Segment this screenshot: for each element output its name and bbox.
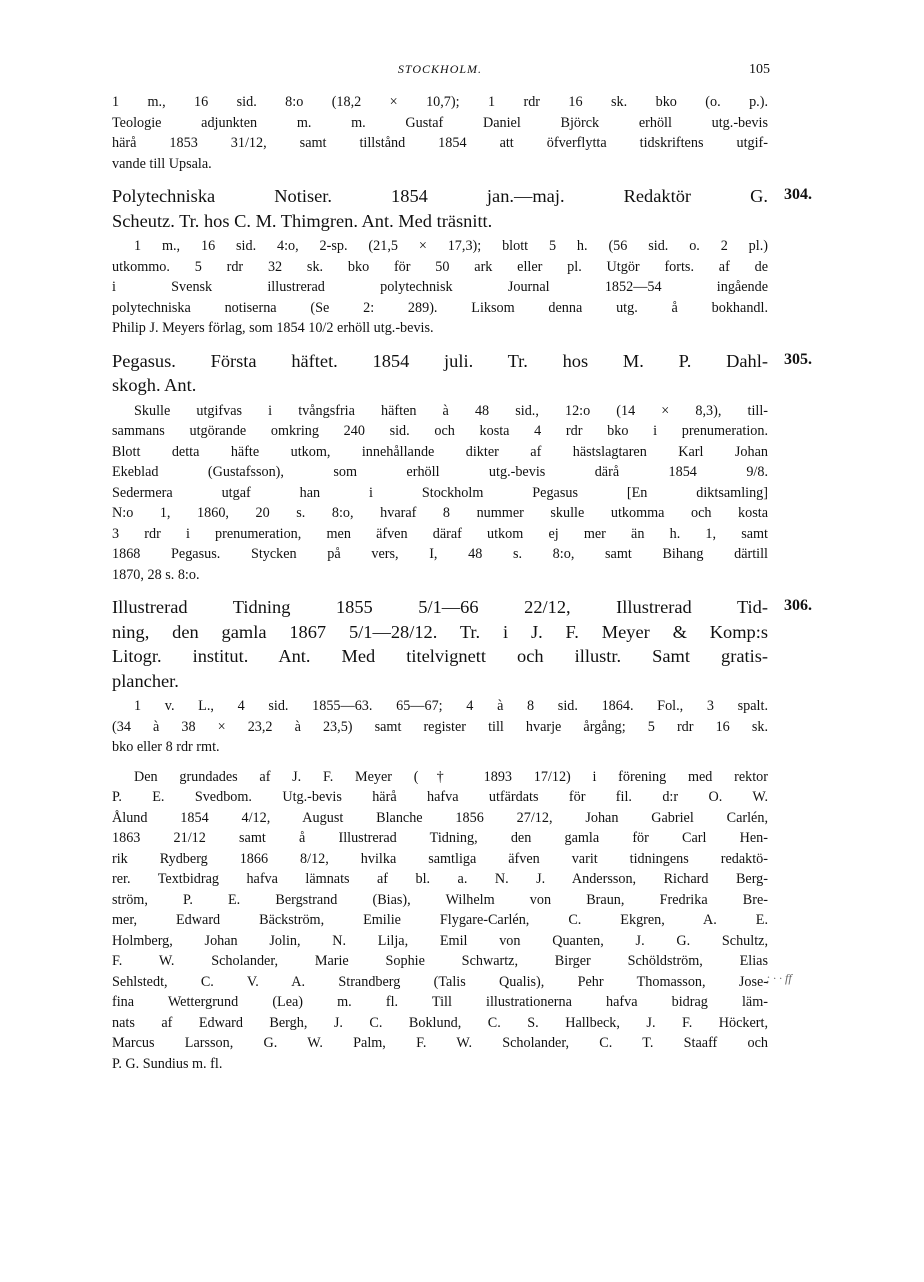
text-line: mer, Edward Bäckström, Emilie Flygare-Carlén, C. Ekgren, A. E. [112,912,768,928]
text-line: ning, den gamla 1867 5/1—28/12. Tr. i J. F. Meyer & Komp:s [112,621,768,642]
text-line: skogh. Ant. [112,375,197,395]
text-line: plancher. [112,670,179,691]
text-line: 3 rdr i prenumeration, men äfven däraf utkom ej mer än h. 1, samt [112,525,768,542]
text-line: Sedermera utgaf han i Stockholm Pegasus [En diktsamling] [112,484,768,501]
paragraph-e306-notes [112,696,768,758]
entry-e306 [112,595,812,693]
text-line: 1868 Pegasus. Stycken på vers, I, 48 s. 8:o, samt Bihang därtill [112,546,768,562]
text-line: 1 m., 16 sid. 4:o, 2-sp. (21,5 × 17,3); blott 5 h. (56 sid. o. 2 pl.) [134,238,768,254]
paragraph-e305-notes [112,401,768,586]
text-line: Polytechniska Notiser. 1854 jan.—maj. Redaktör G. [112,186,768,206]
text-line: sammans utgörande omkring 240 sid. och kosta 4 rdr bko i prenumeration. [112,423,768,439]
text-line: Ekeblad (Gustafsson), som erhöll utg.-bevis därå 1854 9/8. [112,464,768,480]
text-line: 1 v. L., 4 sid. 1855—63. 65—67; 4 à 8 sid. 1864. Fol., 3 spalt. [134,698,768,714]
paragraph-intro [112,92,768,174]
text-line: 1863 21/12 samt å Illustrerad Tidning, den gamla för Carl Hen- [112,830,768,846]
text-line: P. G. Sundius m. fl. [112,1055,223,1072]
entry-number: 306. [784,597,812,614]
text-line: fina Wettergrund (Lea) m. fl. Till illustrationerna hafva bidrag läm- [112,994,768,1010]
text-line: Skulle utgifvas i tvångsfria häften à 48 sid., 12:o (14 × 8,3), till- [134,402,768,419]
margin-note: ; · · ff [766,971,792,985]
text-line: 1 m., 16 sid. 8:o (18,2 × 10,7); 1 rdr 16 sk. bko (o. p.). [112,94,768,110]
text-line: Marcus Larsson, G. W. Palm, F. W. Scholander, C. T. Staaff och [112,1035,768,1051]
text-line: Teologie adjunkten m. m. Gustaf Daniel Björck erhöll utg.-bevis [112,114,768,131]
text-line: Scheutz. Tr. hos C. M. Thimgren. Ant. Med träsnitt. [112,210,493,231]
text-line: Holmberg, Johan Jolin, N. Lilja, Emil von Quanten, J. G. Schultz, [112,932,768,949]
text-line: (34 à 38 × 23,2 à 23,5) samt register till hvarje årgång; 5 rdr 16 sk. [112,718,768,735]
entry-e304 [112,184,812,233]
entry-number: 304. [784,186,812,203]
text-line: rer. Textbidrag hafva lämnats af bl. a. N. J. Andersson, Richard Berg- [112,871,768,887]
text-line: Litogr. institut. Ant. Med titelvignett och illustr. Samt gratis- [112,646,768,666]
page-number: 105 [749,62,770,77]
page-header [110,62,770,84]
text-line: Illustrerad Tidning 1855 5/1—66 22/12, Illustrerad Tid- [112,597,768,617]
text-line: ström, P. E. Bergstrand (Bias), Wilhelm von Braun, Fredrika Bre- [112,891,768,908]
text-line: Sehlstedt, C. V. A. Strandberg (Talis Qualis), Pehr Thomasson, Jose- [112,973,768,990]
entry-number: 305. [784,350,812,368]
paragraph-e306-body [112,767,768,1075]
text-line: utkommo. 5 rdr 32 sk. bko för 50 ark eller pl. Utgör forts. af de [112,258,768,275]
text-line: Blott detta häfte utkom, innehållande dikter af hästslagtaren Karl Johan [112,443,768,460]
text-line: polytechniska notiserna (Se 2: 289). Liksom denna utg. å bokhandl. [112,299,768,316]
running-title: STOCKHOLM. [397,62,483,76]
text-line: F. W. Scholander, Marie Sophie Schwartz, Birger Schöldström, Elias [112,953,768,969]
body-text [112,92,812,1074]
text-line: bko eller 8 rdr rmt. [112,739,220,755]
text-line: rik Rydberg 1866 8/12, hvilka samtliga äfven varit tidningens redaktö- [112,850,768,867]
text-line: P. E. Svedbom. Utg.-bevis härå hafva utfärdats för fil. d:r O. W. [112,789,768,805]
text-line: Philip J. Meyers förlag, som 1854 10/2 erhöll utg.-bevis. [112,320,434,336]
entry-e305 [112,349,812,398]
text-line: N:o 1, 1860, 20 s. 8:o, hvaraf 8 nummer skulle utkomma och kosta [112,505,768,521]
text-line: nats af Edward Bergh, J. C. Boklund, C. S. Hallbeck, J. F. Höckert, [112,1014,768,1031]
text-line: vande till Upsala. [112,155,212,172]
text-line: i Svensk illustrerad polytechnisk Journal 1852—54 ingående [112,279,768,295]
paragraph-e304-notes [112,236,768,339]
text-line: Den grundades af J. F. Meyer († 1893 17/12) i förening med rektor [134,768,768,785]
text-line: 1870, 28 s. 8:o. [112,566,200,583]
text-line: Pegasus. Första häftet. 1854 juli. Tr. hos M. P. Dahl- [112,350,768,371]
text-line: Ålund 1854 4/12, August Blanche 1856 27/12, Johan Gabriel Carlén, [112,809,768,826]
text-line: härå 1853 31/12, samt tillstånd 1854 att öfverflytta tidskriftens utgif- [112,135,768,151]
